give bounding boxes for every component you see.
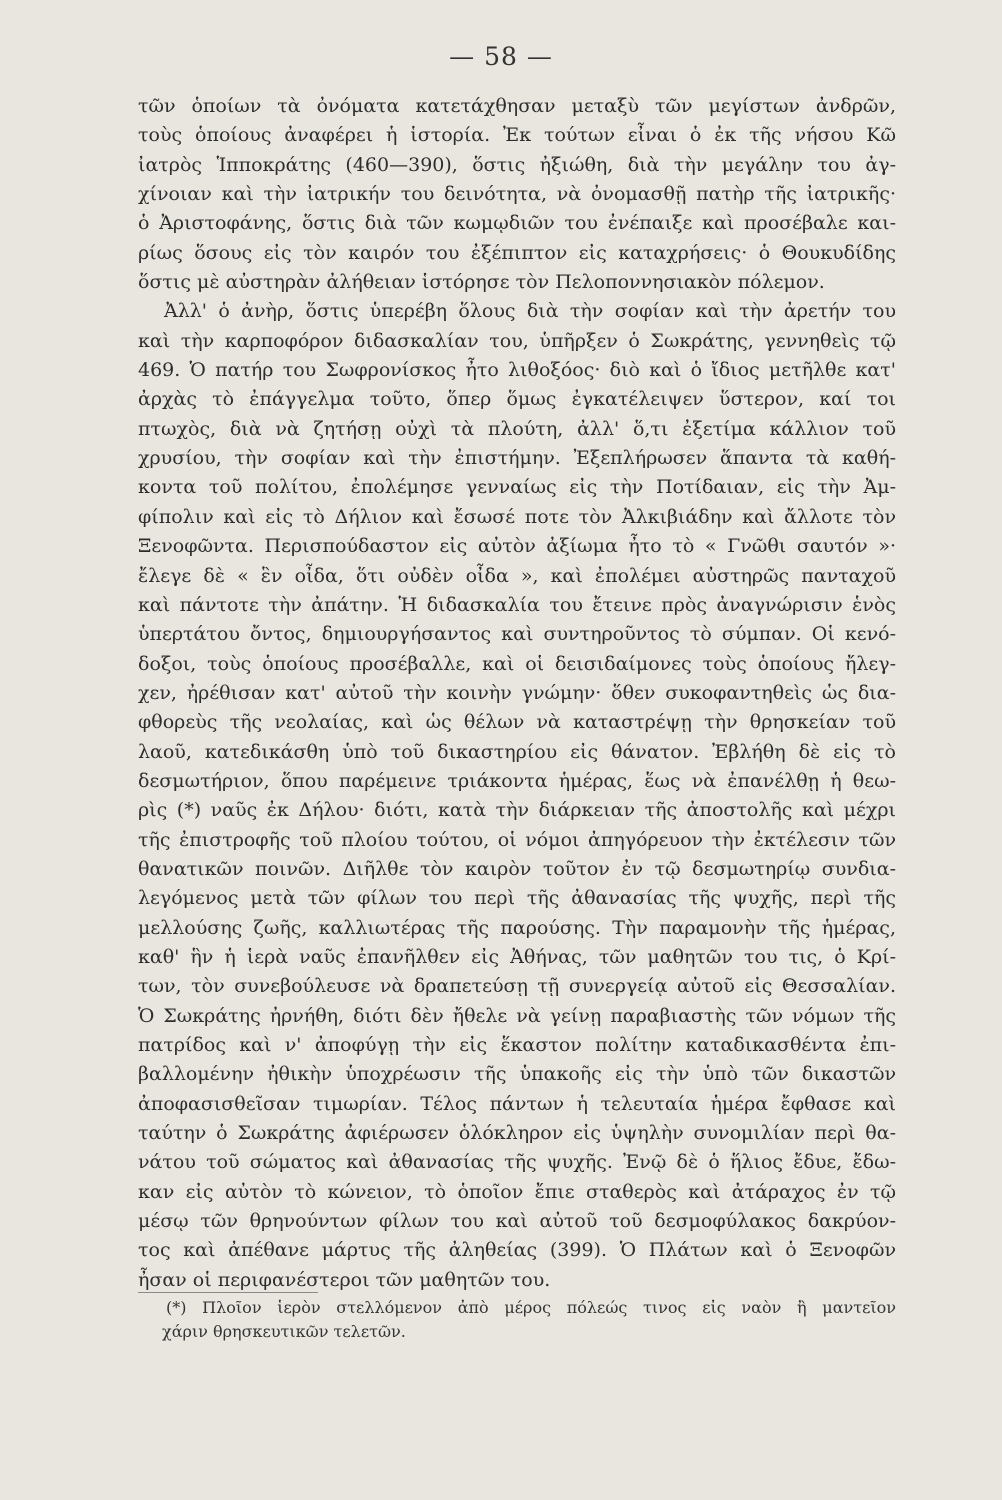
footnote-line: (*) Πλοῖον ἱερὸν στελλόμενον ἀπὸ μέρος πόλεώς τινος εἰς ναὸν ἢ μαντεῖον [166,1298,896,1317]
text-line: καθ' ἣν ἡ ἱερὰ ναῦς ἐπανῆλθεν εἰς Ἀθήνας, τῶν μαθητῶν του τις, ὁ Κρί- [138,945,896,968]
text-line: πτωχὸς, διὰ νὰ ζητήσῃ οὐχὶ τὰ πλούτη, ἀλλ' ὅ,τι ἐξετίμα κάλλιον τοῦ [138,417,896,440]
text-line: χίνοιαν καὶ τὴν ἰατρικήν του δεινότητα, νὰ ὀνομασθῇ πατὴρ τῆς ἰατρικῆς· [138,183,896,206]
text-line: κοντα τοῦ πολίτου, ἐπολέμησε γενναίως εἰς τὴν Ποτίδαιαν, εἰς τὴν Ἀμ- [138,476,896,499]
text-line: ἀποφασισθεῖσαν τιμωρίαν. Τέλος πάντων ἡ τελευταία ἡμέρα ἔφθασε καὶ [138,1092,896,1115]
text-line: λαοῦ, κατεδικάσθη ὑπὸ τοῦ δικαστηρίου εἰς θάνατον. Ἐβλήθη δὲ εἰς τὸ [138,740,896,763]
text-line: ἦσαν οἱ περιφανέστεροι τῶν μαθητῶν του. [138,1268,551,1291]
text-line: Ὁ Σωκράτης ἠρνήθη, διότι δὲν ἤθελε νὰ γείνῃ παραβιαστὴς τῶν νόμων τῆς [138,1004,896,1027]
text-line: ταύτην ὁ Σωκράτης ἀφιέρωσεν ὁλόκληρον εἰς ὑψηλὴν συνομιλίαν περὶ θα- [138,1122,896,1145]
text-line: ὅστις μὲ αὐστηρὰν ἀλήθειαν ἱστόρησε τὸν Πελοποννησιακὸν πόλεμον. [138,271,825,294]
text-line: λεγόμενος μετὰ τῶν φίλων του περὶ τῆς ἀθανασίας τῆς ψυχῆς, περὶ τῆς [138,887,896,910]
main-text [138,92,896,1295]
text-line: καὶ πάντοτε τὴν ἀπάτην. Ἡ διδασκαλία του ἔτεινε πρὸς ἀναγνώρισιν ἑνὸς [138,593,896,616]
text-line: τοὺς ὁποίους ἀναφέρει ἡ ἱστορία. Ἐκ τούτων εἶναι ὁ ἐκ τῆς νήσου Κῶ [138,124,896,147]
text-line: φθορεὺς τῆς νεολαίας, καὶ ὡς θέλων νὰ καταστρέψῃ τὴν θρησκείαν τοῦ [138,711,896,734]
text-line: 469. Ὁ πατήρ του Σωφρονίσκος ἦτο λιθοξόος· διὸ καὶ ὁ ἴδιος μετῆλθε κατ' [138,359,896,382]
text-line: Ἀλλ' ὁ ἀνὴρ, ὅστις ὑπερέβη ὅλους διὰ τὴν σοφίαν καὶ τὴν ἀρετήν του [164,300,896,323]
text-line: των, τὸν συνεβούλευσε νὰ δραπετεύσῃ τῇ συνεργείᾳ αὐτοῦ εἰς Θεσσαλίαν. [138,975,896,998]
text-line: ἰατρὸς Ἱπποκράτης (460—390), ὅστις ἠξιώθη, διὰ τὴν μεγάλην του ἀγ- [138,153,896,176]
text-line: πατρίδος καὶ ν' ἀποφύγῃ τὴν εἰς ἕκαστον πολίτην καταδικασθέντα ἐπι- [138,1034,896,1056]
text-line: ρίως ὅσους εἰς τὸν καιρόν του ἐξέπιπτον εἰς καταχρήσεις· ὁ Θουκυδίδης [138,241,896,264]
text-line: ρὶς (*) ναῦς ἐκ Δήλου· διότι, κατὰ τὴν διάρκειαν τῆς ἀποστολῆς καὶ μέχρι [138,799,896,822]
text-line: τῶν ὁποίων τὰ ὀνόματα κατετάχθησαν μεταξὺ τῶν μεγίστων ἀνδρῶν, [138,95,896,117]
text-line: ἔλεγε δὲ « ἓν οἶδα, ὅτι οὐδὲν οἶδα », καὶ ἐπολέμει αὐστηρῶς πανταχοῦ [138,564,896,587]
text-line: θανατικῶν ποινῶν. Διῆλθε τὸν καιρὸν τοῦτον ἐν τῷ δεσμωτηρίῳ συνδια- [138,857,896,880]
footnote-divider [138,1292,318,1293]
text-line: τῆς ἐπιστροφῆς τοῦ πλοίου τούτου, οἱ νόμοι ἀπηγόρευον τὴν ἐκτέλεσιν τῶν [138,828,896,851]
footnote [162,1296,896,1344]
text-line: ἀρχὰς τὸ ἐπάγγελμα τοῦτο, ὅπερ ὅμως ἐγκατέλειψεν ὕστερον, καί τοι [138,388,896,411]
text-line: καὶ τὴν καρποφόρον διδασκαλίαν του, ὑπῆρξεν ὁ Σωκράτης, γεννηθεὶς τῷ [138,329,896,352]
text-line: βαλλομένην ἠθικὴν ὑποχρέωσιν τῆς ὑπακοῆς εἰς τὴν ὑπὸ τῶν δικαστῶν [138,1063,896,1086]
text-line: Ξενοφῶντα. Περισπούδαστον εἰς αὐτὸν ἀξίωμα ἦτο τὸ « Γνῶθι σαυτόν »· [138,535,896,558]
text-line: νάτου τοῦ σώματος καὶ ἀθανασίας τῆς ψυχῆς. Ἐνῷ δὲ ὁ ἥλιος ἔδυε, ἔδω- [138,1151,896,1174]
text-line: χεν, ἠρέθισαν κατ' αὐτοῦ τὴν κοινὴν γνώμην· ὅθεν συκοφαντηθεὶς ὡς δια- [138,681,896,704]
text-line: καν εἰς αὐτὸν τὸ κώνειον, τὸ ὁποῖον ἔπιε σταθερὸς καὶ ἀτάραχος ἐν τῷ [138,1180,896,1203]
text-line: χρυσίου, τὴν σοφίαν καὶ τὴν ἐπιστήμην. Ἐξεπλήρωσεν ἅπαντα τὰ καθή- [138,447,896,470]
text-line: ὁ Ἀριστοφάνης, ὅστις διὰ τῶν κωμῳδιῶν του ἐνέπαιξε καὶ προσέβαλε και- [138,212,896,235]
text-line: δεσμωτήριον, ὅπου παρέμεινε τριάκοντα ἡμέρας, ἕως νὰ ἐπανέλθῃ ἡ θεω- [138,769,896,792]
text-line: δοξοι, τοὺς ὁποίους προσέβαλλε, καὶ οἱ δεισιδαίμονες τοὺς ὁποίους ἤλεγ- [138,652,896,675]
text-line: φίπολιν καὶ εἰς τὸ Δήλιον καὶ ἔσωσέ ποτε τὸν Ἀλκιβιάδην καὶ ἄλλοτε τὸν [138,505,896,528]
text-line: τος καὶ ἀπέθανε μάρτυς τῆς ἀληθείας (399). Ὁ Πλάτων καὶ ὁ Ξενοφῶν [138,1239,896,1262]
text-line: μελλούσης ζωῆς, καλλιωτέρας τῆς παρούσης. Τὴν παραμονὴν τῆς ἡμέρας, [138,916,896,939]
page-number: — 58 — [449,42,553,71]
text-line: μέσῳ τῶν θρηνούντων φίλων του καὶ αὐτοῦ τοῦ δεσμοφύλακος δακρύον- [138,1210,896,1233]
text-line: ὑπερτάτου ὄντος, δημιουργήσαντος καὶ συντηροῦντος τὸ σύμπαν. Οἱ κενό- [138,623,896,646]
footnote-line: χάριν θρησκευτικῶν τελετῶν. [162,1322,406,1341]
